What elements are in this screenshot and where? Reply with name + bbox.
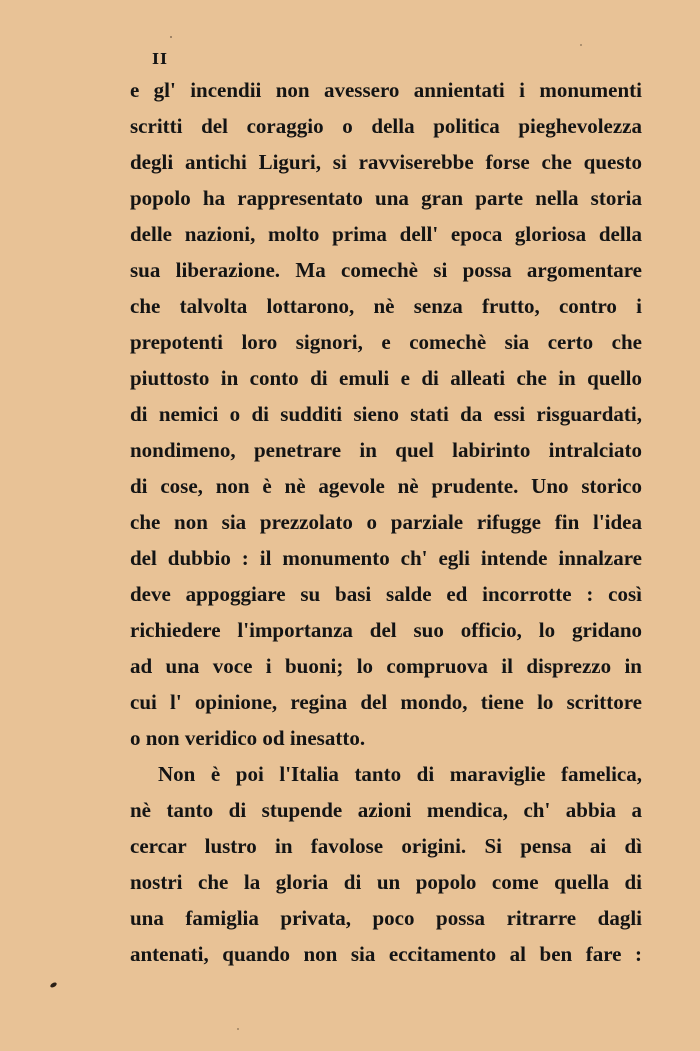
paper-speck [237,1028,239,1030]
text-line: Non è poi l'Italia tanto di maraviglie famelica, [158,762,642,786]
text-line: nondimeno, penetrare in quel labirinto intralciato [130,438,642,462]
text-line: popolo ha rappresentato una gran parte nella storia [130,186,642,210]
text-line: delle nazioni, molto prima dell' epoca gloriosa della [130,222,642,246]
text-line: del dubbio : il monumento ch' egli intende innalzare [130,546,642,570]
text-line: sua liberazione. Ma comechè si possa argomentare [130,258,642,282]
text-line: ad una voce i buoni; lo compruova il disprezzo in [130,654,642,678]
text-line: di cose, non è nè agevole nè prudente. Uno storico [130,474,642,498]
text-line: che non sia prezzolato o parziale rifugge fin l'idea [130,510,642,534]
text-line: o non veridico od inesatto. [130,726,366,750]
paragraph-1 [130,72,642,756]
text-line: piuttosto in conto di emuli e di alleati che in quello [130,366,642,390]
text-line: una famiglia privata, poco possa ritrarre dagli [130,906,642,930]
text-line: nostri che la gloria di un popolo come quella di [130,870,642,894]
text-line: richiedere l'importanza del suo officio, lo gridano [130,618,642,642]
page-number: II [152,50,169,68]
text-line: scritti del coraggio o della politica pieghevolezza [130,114,642,138]
body-text [130,72,642,972]
text-line: antenati, quando non sia eccitamento al ben fare : [130,942,642,966]
text-line: e gl' incendii non avessero annientati i monumenti [130,78,642,102]
text-line: deve appoggiare su basi salde ed incorrotte : così [130,582,642,606]
text-line: di nemici o di sudditi sieno stati da essi risguardati, [130,402,642,426]
paragraph-2 [130,756,642,972]
paper-speck [170,36,172,38]
text-line: nè tanto di stupende azioni mendica, ch' abbia a [130,798,642,822]
text-line: che talvolta lottarono, nè senza frutto, contro i [130,294,642,318]
text-line: cercar lustro in favolose origini. Si pensa ai dì [130,834,642,858]
paper-speck [49,982,57,989]
text-line: degli antichi Liguri, si ravviserebbe forse che questo [130,150,642,174]
text-line: cui l' opinione, regina del mondo, tiene lo scrittore [130,690,642,714]
text-line: prepotenti loro signori, e comechè sia certo che [130,330,642,354]
paper-speck [580,44,582,46]
